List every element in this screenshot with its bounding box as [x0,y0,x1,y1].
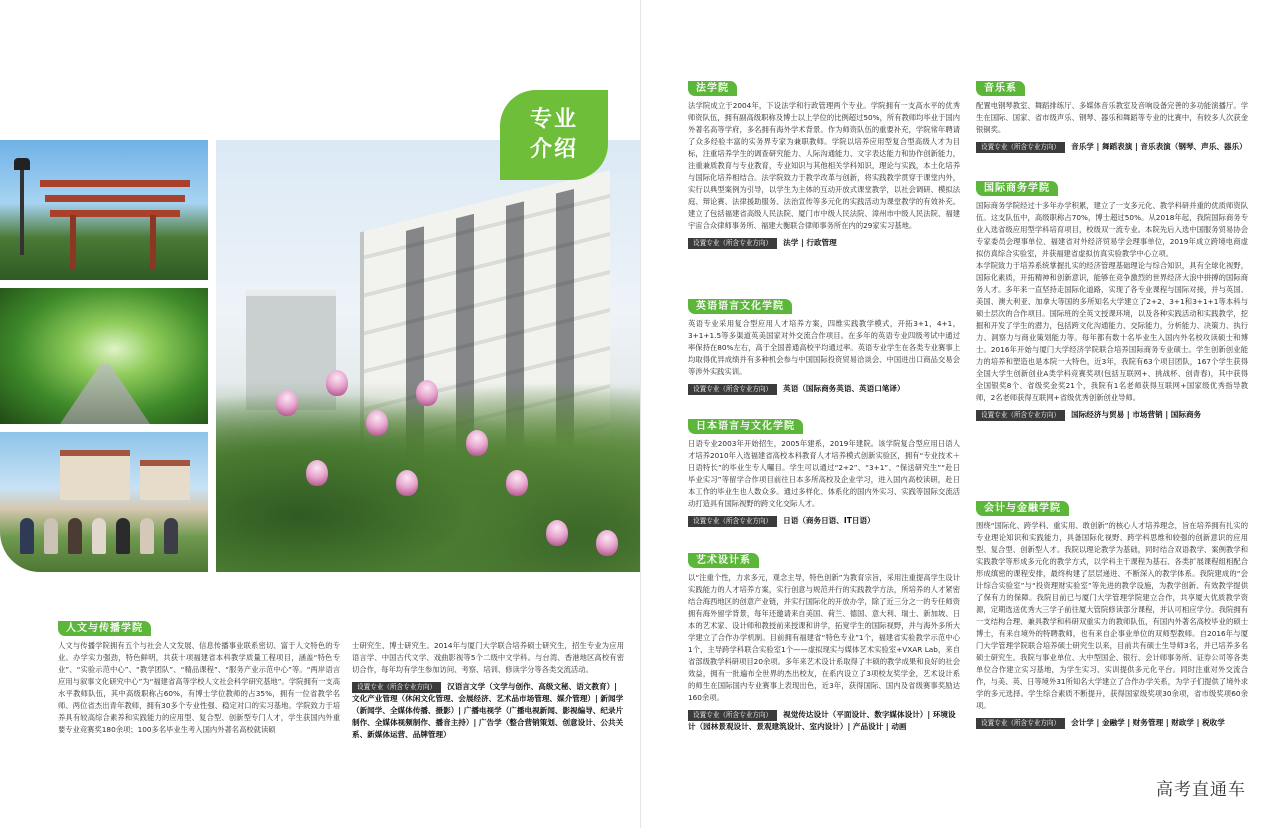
major-row [976,717,1248,729]
magnolia-flower [596,530,618,556]
section-body: 法学院成立于2004年，下设法学和行政管理两个专业。学院拥有一支高水平的优秀师资队伍，拥有副高级职称及博士以上学位的比例超过50%，所有教师均毕业于国内外著名高等学府，多名拥有海外学术背景。作为师资队伍的重要补充，学院常年聘请了众多经验丰富的实务界专家为兼职教师。学院以培养应用型复合型高级人才为目标，注重培养学生的调查研究能力、人际沟通能力、文字表达能力和协作创新能力，注重兼质教育与专业教育，专业知识与其他相关学科知识，理论与实践，本土化培养与国际化培养相结合。法学院致力于教学改革与创新，将实践教学贯穿于课堂内外，实行以典型案例为引导，以学生为主体的互动开放式课堂教学，以社会调研、模拟法庭、辩论赛、法律援助服务、法治宣传等多元化的实践活动为课堂教学的有效补充。建立了包括福建省高级人民法院、厦门市中级人民法院、漳州市中级人民法院、福建宇宙合众律师事务所、福建大衡联合律师事务所在内的29家实习基地。 [688,101,960,230]
major-list: 视觉传达设计（平面设计、数字媒体设计）| 环境设计（园林景观设计、景观建筑设计、室内设计）| 产品设计 | 动画 [688,710,956,731]
tree-avenue-photo [0,288,208,424]
avenue-road [60,364,150,424]
major-list: 汉语言文学（文学与创作、高级文秘、语文教育）| 文化产业管理（休闲文化管理、会展经济、艺术品市场管理、媒介管理）| 新闻学（新闻学、全媒体传播、摄影）| 广播电视学（广播电视新闻、影视编导、纪录片制作、全媒体视频制作、播音主持）| 广告学（整合营销策划、创意设计、公共关系、新媒体运营、品牌管理） [352,682,624,739]
major-row [976,409,1248,421]
major-row [688,515,960,527]
badge-line-2: 介绍 [529,137,578,162]
campus-building-magnolia-photo [216,140,640,572]
pergola-post [70,215,76,270]
major-row [688,709,960,733]
major-tag: 设置专业（所含专业方向） [976,718,1065,729]
section-accounting-finance [976,496,1248,729]
student-figure [68,518,82,554]
section-body: 围绕“国际化、跨学科、重实用、敢创新”的核心人才培养理念，旨在培养拥有扎实的专业理论知识和实践能力，具备国际化视野、跨学科思维和较强的创新意识的应用型、复合型、创新型人才。我院以理论教学为基础，同时结合双语教学、案例教学和实践教学等形成多元化的教学方式，以学科主干课程为基石、各类扩展课程组相配合形成缜密的课程安排，最终构建了层层递进、不断深入的教学体系。我院建成的“会计综合实验室”与“投资理财实验室”等先进的教学设施，为教学创新、有效教学提供了保有力的保障。我院目前已与厦门大学管理学院建立合作，共享厦大优质教学资源，定期选送优秀大三学子前往厦大管院修读部分课程，并认可相应学分。我院拥有一支结构合理、兼具教学和科研双重实力的教师队伍，有国内外著名高校毕业的硕士博士，有来自境外的特聘教师，也有来自企事业单位的双师型教师。自2016年与厦门大学管理学院联合培养硕士研究生以来，目前共有硕士生导师3名，并已培养多名硕士研究生。我院与事业单位、大中型国企、银行、会计师事务所、证券公司等各类单位合作建立实习基地，为学生实习、实训提供多元化平台。同时注重对外交流合作，与美、英、日等境外31所知名大学建立了合作办学关系，为学子们提供了境外求学的多元选择。学生综合素质不断提升，获得国家级奖项30余项，省市级奖项60余项。 [976,521,1248,710]
section-title: 日本语言与文化学院 [688,419,803,434]
student-figure [164,518,178,554]
section-music [976,76,1248,153]
section-humanities-continued [352,640,624,741]
magnolia-flower [326,370,348,396]
section-art-design [688,548,960,733]
major-list: 音乐学 | 舞蹈表演 | 音乐表演（钢琴、声乐、器乐） [1071,142,1247,151]
major-tag: 设置专业（所含专业方向） [688,710,777,721]
section-english [688,294,960,395]
page-spread-divider [640,0,641,828]
section-body: 士研究生、博士研究生。2014年与厦门大学联合培养硕士研究生，招生专业为应用语言学、中国古代文学、戏曲影视等5个二级中文学科。与台湾、香港地区高校有密切合作，每年均有学生参加访问、考察、培训、修读学分等各类交流活动。 [352,641,624,674]
student-figure [92,518,106,554]
student-figure [140,518,154,554]
major-tag: 设置专业（所含专业方向） [976,410,1065,421]
section-international-business [976,176,1248,421]
students-lawn-photo [0,432,208,572]
campus-building [60,450,130,500]
magnolia-flower [276,390,298,416]
section-title: 英语语言文化学院 [688,299,792,314]
section-title: 会计与金融学院 [976,501,1069,516]
street-lamp-head [14,158,30,170]
section-body: 配置电钢琴教室、舞蹈排练厅、多媒体音乐教室及音响设备完善的多功能演播厅。学生在国际、国家、省市级声乐、钢琴、器乐和舞蹈等专业的比赛中，有较多人次获金银铜奖。 [976,101,1248,134]
campus-building [140,460,190,500]
section-title: 艺术设计系 [688,553,759,568]
pergola-beam [45,195,185,202]
student-figure [116,518,130,554]
badge-line-1: 专业 [529,107,578,132]
magnolia-flower [306,460,328,486]
magnolia-flower [466,430,488,456]
section-body: 以“注重个性，力求多元，观念主导，特色创新”为教育宗旨，采用注重提高学生设计实践能力的人才培养方案，实行创意与规范并行的实践教学方法，所培养的人才紧密结合海西地区的创意产业链，并实行国际化的开放办学，除了近三分之一的专任师资拥有海外留学背景，每年还邀请来自美国、荷兰、德国、意大利、瑞士、新加坡、日本的艺术家、设计师和教授前来授课和讲学，拓宽学生的国际视野，并与海外多所大学建立了合作办学机制。目前拥有福建省“特色专业”1个，福建省实验教学示范中心1个，主导跨学科联合实验室1个——虚拟现实与媒体艺术实验室+VXAR Lab，来自省部级教学科研项目20余项。多年来艺术设计系取得了丰硕的教学成果和良好的社会效益，拥有一批遍布全世界的杰出校友，在系内设立了3项校友奖学金，艺术设计系的师生在国际国内专业赛事上表现出色，近3年，获得国际、国内及省级赛事奖励达160余项。 [688,573,960,702]
magnolia-flower [546,520,568,546]
student-figure [20,518,34,554]
magnolia-flower [396,470,418,496]
section-title: 音乐系 [976,81,1025,96]
major-tag: 设置专业（所含专业方向） [976,142,1065,153]
street-lamp-pole [20,165,24,255]
major-list: 会计学 | 金融学 | 财务管理 | 财政学 | 税收学 [1071,718,1225,727]
major-row [352,681,624,741]
major-list: 国际经济与贸易 | 市场营销 | 国际商务 [1071,410,1202,419]
major-tag: 设置专业（所含专业方向） [688,516,777,527]
section-japanese [688,414,960,527]
student-figure [44,518,58,554]
section-law [688,76,960,249]
pergola-post [150,215,156,270]
section-body: 本学院致力于培养系统掌握扎实的经济管理基础理论与综合知识，具有全球化视野，国际化素质，开拓精神和创新意识，能够在竞争激烈的世界经济大浪中拼搏的国际商务人才。多年来一直坚持走国际化道路，实现了各专业课程与国际对接，并与英国、美国、澳大利亚、加拿大等国的多所知名大学建立了2+2、3+1和3+1+1等本科与硕士层次的合作项目。国际班的全英文授课环境，以及各种实践活动和实践教学，挖掘和开发了学生的潜力，包括跨文化沟通能力、交际能力，分析能力、决策力、执行力、洞察力与商业策划能力等。每年都有数十名毕业生入国内外名校攻读硕士和博士。2016年开始与厦门大学经济学院联合培养国际商务专业硕士。学生创新创业能力的培养和塑造也是本院一大特色，近3年，我院有63个项目团队，167个学生获得全国大学生创新创业A类学科竞赛奖项(包括互联网+、挑战杯、创青春)，其中获得全国银奖8个、省级奖金奖21个，我院有1名老师获得互联网+国家级优秀指导教师，2名老师获得互联网+省级优秀创新创业导师。 [976,261,1248,402]
pergola-photo [0,140,208,280]
major-list: 英语（国际商务英语、英语口笔译） [783,384,905,393]
major-tag: 设置专业（所含专业方向） [688,238,777,249]
major-row [976,141,1248,153]
major-list: 法学 | 行政管理 [783,238,837,247]
section-body: 日语专业2003年开始招生，2005年建系，2019年建院。该学院复合型应用日语人才培养2010年入选福建省高校本科教育人才培养模式创新实验区，拥有“专业技术＋日语特长”的毕业生专人囑目。学生可以通过“2+2”、“3+1”、“保送研究生”“赴日毕业实习”等留学合作项目前往日本多所高校及企业学习，进入国内高校读研，赴日本工作的毕业生也人数众多。通过多样化、体系化的国内外实习、实践等国际交流活动打造具有国际视野的跨文化交际人才。 [688,439,960,508]
major-row [688,383,960,395]
major-tag: 设置专业（所含专业方向） [352,682,441,693]
major-introduction-badge [500,90,608,180]
major-row [688,237,960,249]
major-tag: 设置专业（所含专业方向） [688,384,777,395]
section-title: 人文与传播学院 [58,621,151,636]
pergola-beam [40,180,190,187]
section-title: 法学院 [688,81,737,96]
section-body: 国际商务学院经过十多年办学积累，建立了一支多元化、教学科研并重的优质师资队伍。这支队伍中，高级职称占70%，博士超过50%。从2018年起，我院国际商务专业入选省级应用型学科培育项目，校级双一流专业。本院先后入选中国服务贸易协会专家委员会理事单位、福建省对外经济贸易学会理事单位，2019年成立跨境电商虚拟仿真综合实验室，并获福建省虚拟仿真实验教学中心立项。 [976,201,1248,258]
magnolia-flower [366,410,388,436]
section-humanities [58,616,340,736]
magnolia-flower [506,470,528,496]
section-body: 人文与传播学院拥有五个与社会人文发展、信息传播事业联系密切、富于人文特色的专业。办学实力强劲，特色鲜明，共获十项福建省本科教学质量工程项目，涵盖“特色专业”、“实验示范中心”、“教学团队”、“精品课程”、“服务产业示范中心”等。“两岸语言应用与叙事文化研究中心”为“福建省高等学校人文社会科学研究基地”。学院拥有一支高水平教师队伍，其中高级职称占60%，有博士学位教师的占35%，拥有一位省教学名师、两位省杰出青年教师，拥有30多个专业性强、稳定对口的实习基地。学院致力于培养具有较高综合素养和实践能力的应用型、复合型、创新型专门人才，学生获国内外重要专业竞赛奖180余项；100多名毕业生考入国内外著名高校就读硕 [58,641,340,734]
section-body: 英语专业采用复合型应用人才培养方案，四维实践教学模式，开拓3+1，4+1，3+1+1.5等多渠道英美国家对外交流合作项目。在多年的英语专业四级考试中通过率保持在80%左右，高于全国普通高校平均通过率。英语专业学生在各类专业赛事上均取得优异成绩并有多种机会参与中国国际投资贸易洽谈会、中国进出口商品交易会等涉外实践实训。 [688,319,960,376]
major-list: 日语（商务日语、IT日语） [783,516,875,525]
section-title: 国际商务学院 [976,181,1058,196]
watermark: 高考直通车 [1156,780,1246,800]
magnolia-flower [416,380,438,406]
